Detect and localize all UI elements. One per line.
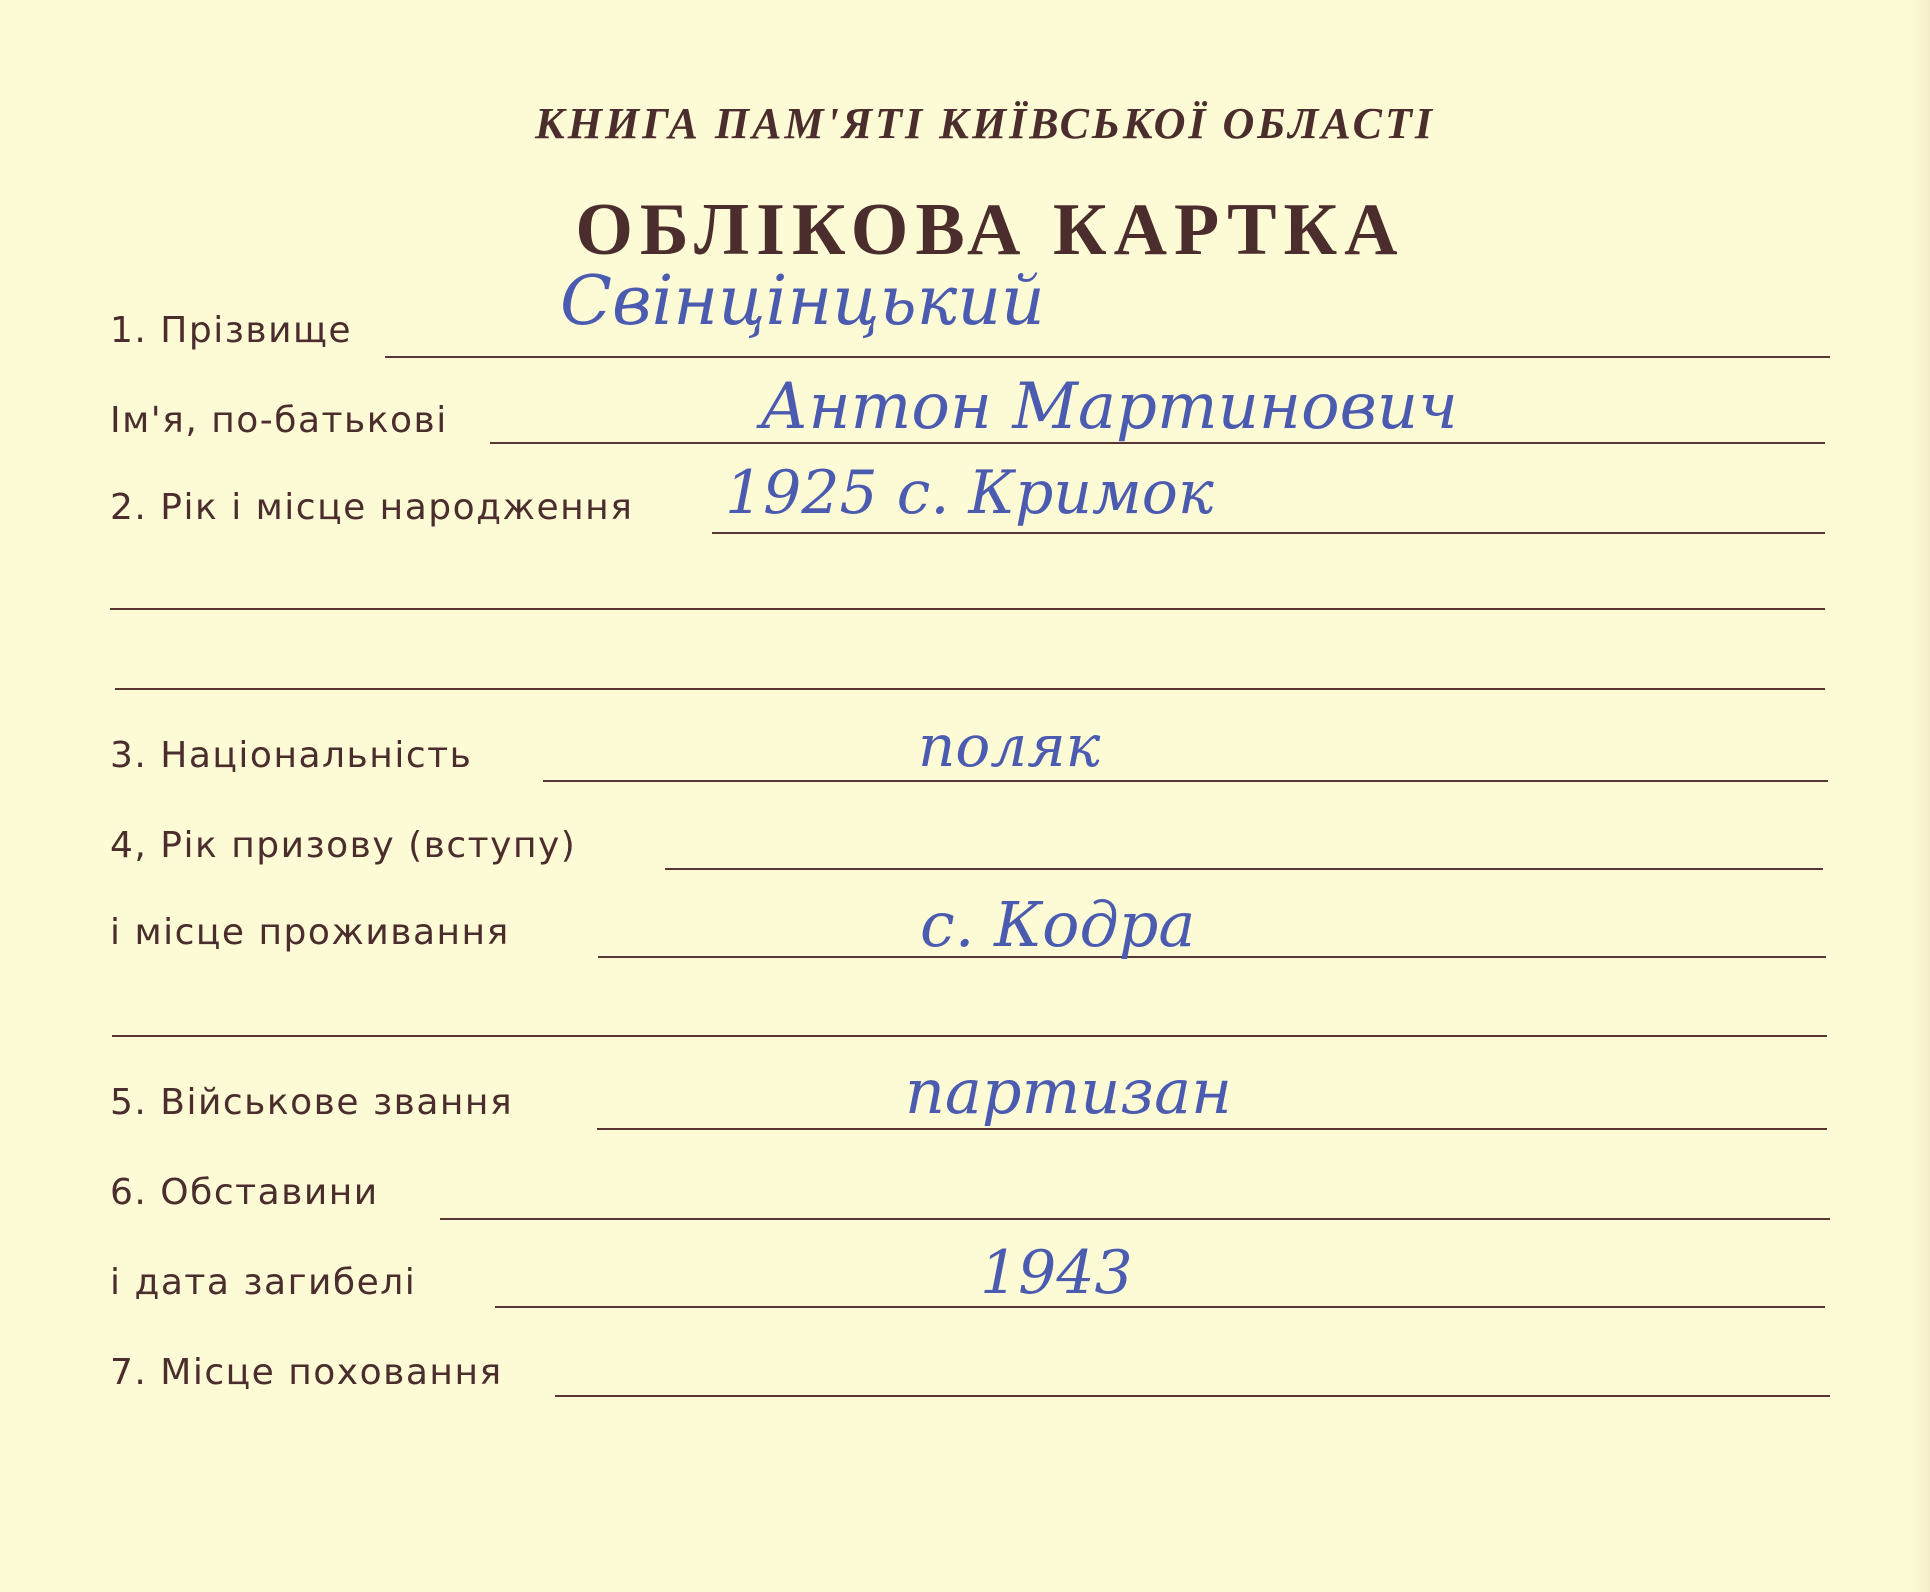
circumstances-label: 6. Обставини [110, 1172, 379, 1213]
conscription-label: 4, Рік призову (вступу) [110, 825, 577, 866]
birth-line [712, 532, 1825, 534]
residence-label: і місце проживання [110, 912, 510, 953]
surname-value: Свінцінцький [560, 262, 1045, 341]
card-title: ОБЛІКОВА КАРТКА [575, 189, 1405, 271]
blank-line-2 [115, 688, 1825, 690]
burial-line [555, 1395, 1830, 1397]
surname-line [385, 356, 1830, 358]
burial-label: 7. Місце поховання [110, 1352, 503, 1393]
blank-line-3 [112, 1035, 1827, 1037]
blank-line-1 [110, 608, 1825, 610]
nationality-line [543, 780, 1828, 782]
name-value: Антон Мартинович [760, 370, 1458, 444]
surname-label: 1. Прізвище [110, 310, 353, 351]
death-date-label: і дата загибелі [110, 1262, 417, 1303]
circumstances-line [440, 1218, 1830, 1220]
rank-line [597, 1128, 1827, 1130]
conscription-line [665, 868, 1823, 870]
rank-value: партизан [905, 1055, 1232, 1128]
residence-line [598, 956, 1826, 958]
nationality-label: 3. Національність [110, 735, 473, 776]
death-date-value: 1943 [980, 1238, 1133, 1308]
card-subtitle: КНИГА ПАМ'ЯТІ КИЇВСЬКОЇ ОБЛАСТІ [534, 99, 1436, 148]
residence-value: с. Кодра [920, 888, 1196, 961]
birth-label: 2. Рік і місце народження [110, 487, 634, 528]
nationality-value: поляк [918, 712, 1101, 780]
name-label: Ім'я, по-батькові [110, 400, 448, 441]
death-date-line [495, 1306, 1825, 1308]
birth-value: 1925 с. Кримок [725, 458, 1214, 528]
rank-label: 5. Військове звання [110, 1082, 514, 1123]
